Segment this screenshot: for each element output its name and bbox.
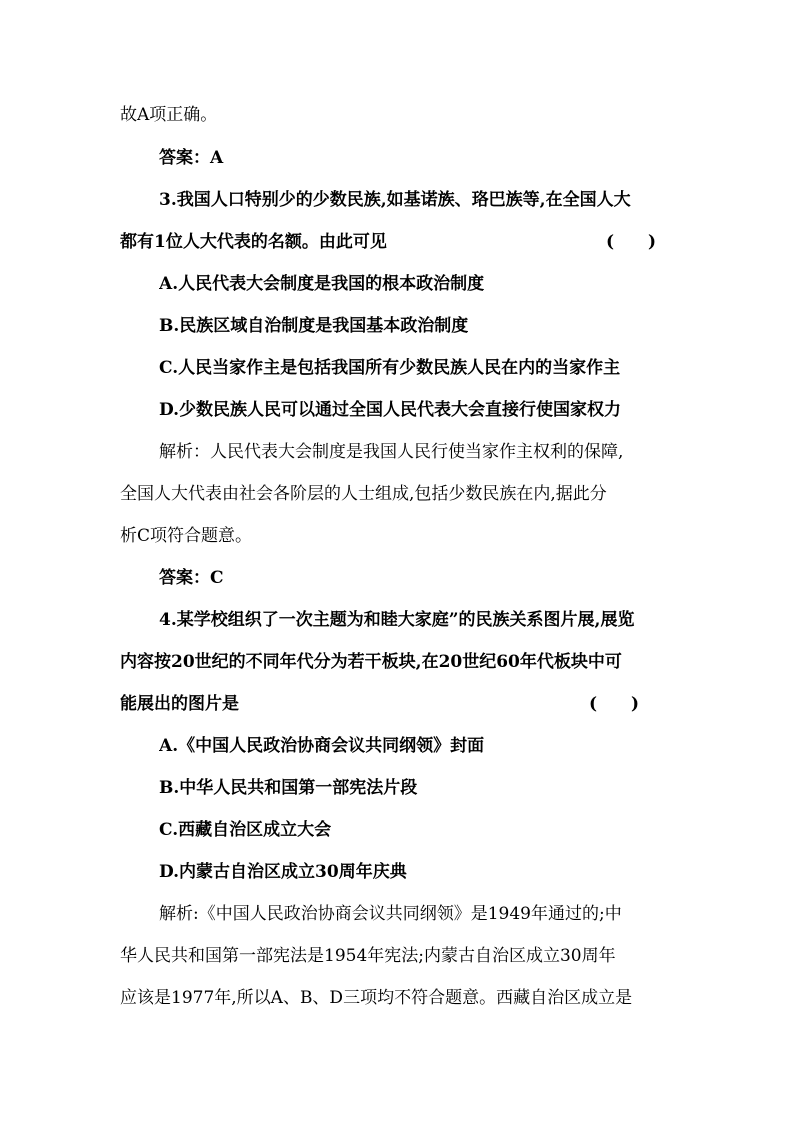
- question-4-stem-line-1: 4.某学校组织了一次主题为和睦大家庭”的民族关系图片展,展览: [159, 610, 635, 630]
- question-3-stem-line-2: 都有1位人大代表的名额。由此可见: [120, 232, 387, 252]
- question-4-option-a: A.《中国人民政治协商会议共同纲领》封面: [159, 736, 485, 756]
- question-3-option-a: A.人民代表大会制度是我国的根本政治制度: [159, 274, 485, 294]
- question-3-stem-line-1: 3.我国人口特别少的少数民族,如基诺族、珞巴族等,在全国人大: [159, 190, 631, 210]
- analysis-q3-line-1: 解析：人民代表大会制度是我国人民行使当家作主权利的保障,: [159, 442, 624, 462]
- question-3-option-d: D.少数民族人民可以通过全国人民代表大会直接行使国家权力: [159, 400, 622, 420]
- analysis-q3-line-3: 析C项符合题意。: [120, 526, 253, 546]
- answer-q3: 答案：C: [159, 568, 224, 588]
- question-4-stem-line-2: 内容按20世纪的不同年代分为若干板块,在20世纪60年代板块中可: [120, 652, 622, 672]
- question-4-stem-line-3: 能展出的图片是: [120, 694, 239, 714]
- question-3-option-b: B.民族区域自治制度是我国基本政治制度: [159, 316, 469, 336]
- analysis-q4-line-3: 应该是1977年,所以A、B、D三项均不符合题意。西藏自治区成立是: [120, 988, 633, 1008]
- analysis-q3-line-2: 全国人大代表由社会各阶层的人士组成,包括少数民族在内,据此分: [120, 484, 607, 504]
- question-4-answer-blank: ( ): [589, 694, 640, 714]
- analysis-q4-line-2: 华人民共和国第一部宪法是1954年宪法;内蒙古自治区成立30周年: [120, 946, 616, 966]
- question-4-option-c: C.西藏自治区成立大会: [159, 820, 332, 840]
- answer-q2: 答案：A: [159, 148, 224, 168]
- question-3-answer-blank: ( ): [606, 232, 657, 252]
- question-4-option-b: B.中华人民共和国第一部宪法片段: [159, 778, 418, 798]
- question-4-option-d: D.内蒙古自治区成立30周年庆典: [159, 862, 407, 882]
- text-line-1: 故A项正确。: [120, 105, 218, 125]
- question-3-option-c: C.人民当家作主是包括我国所有少数民族人民在内的当家作主: [159, 358, 621, 378]
- analysis-q4-line-1: 解析:《中国人民政治协商会议共同纲领》是1949年通过的;中: [159, 904, 622, 924]
